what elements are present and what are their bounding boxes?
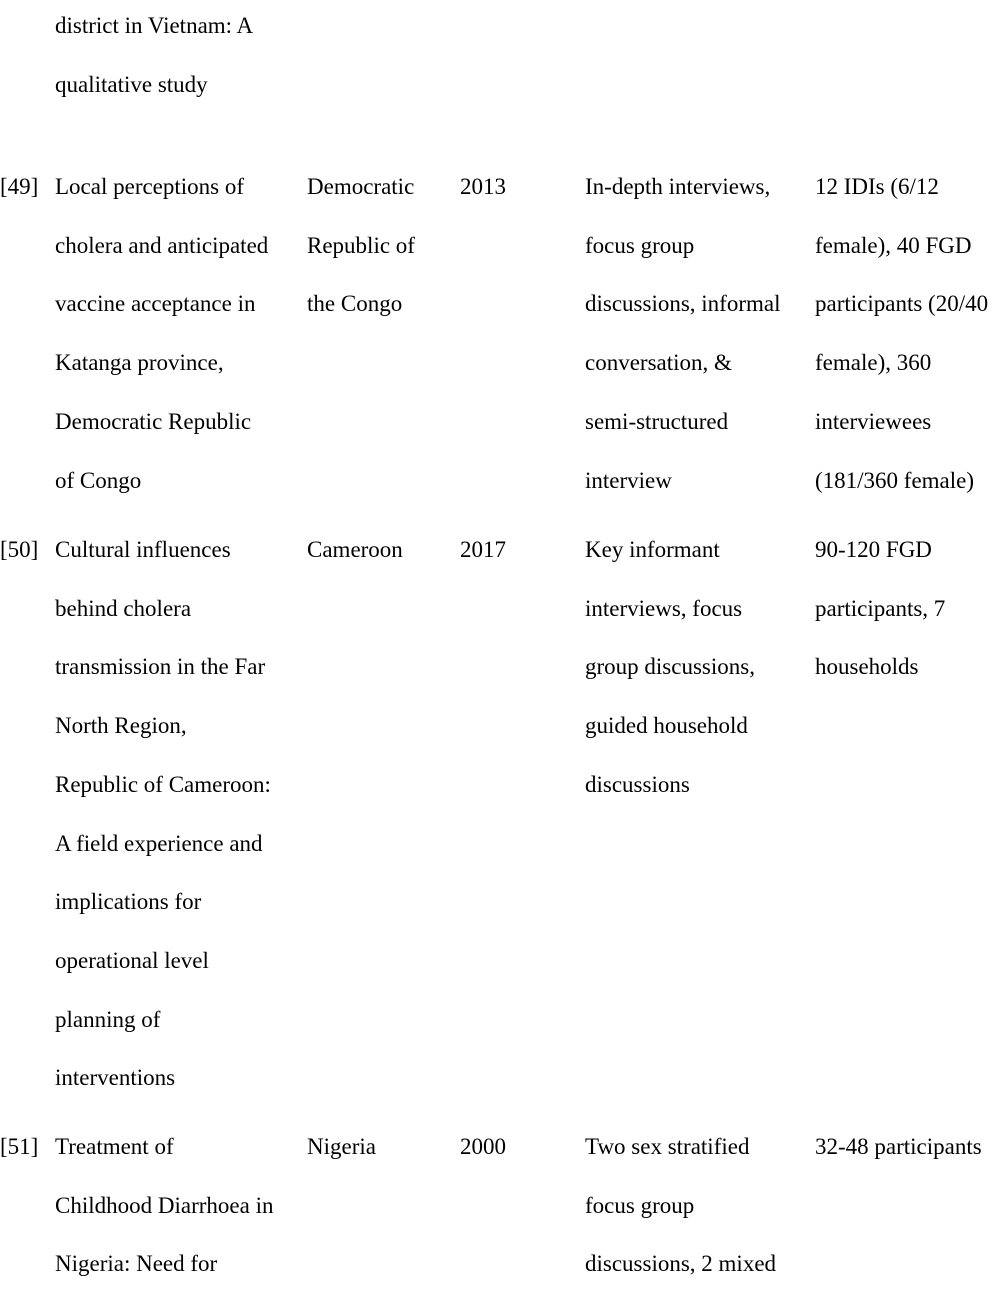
study-year: 2017 — [460, 537, 506, 562]
study-country: Democratic Republic of the Congo — [307, 174, 415, 317]
study-year: 2000 — [460, 1134, 506, 1159]
study-country: Cameroon — [307, 537, 403, 562]
reference-number: [49] — [0, 174, 39, 199]
reference-number: [50] — [0, 537, 39, 562]
study-methods: Key informant interviews, focus group discussions, guided household discussions — [585, 537, 755, 797]
study-title: Local perceptions of cholera and anticipated vaccine acceptance in Katanga province, Democratic Republic of Congo — [55, 174, 269, 493]
study-title: Cultural influences behind cholera transmission in the Far North Region, Republic of Cameroon: A field experience and implications for operational level planning of interventions — [55, 537, 271, 1091]
study-year: 2013 — [460, 174, 506, 199]
reference-number: [51] — [0, 1134, 39, 1159]
study-participants: 12 IDIs (6/12 female), 40 FGD participants (20/40 female), 360 interviewees (181/360 female) — [815, 174, 989, 493]
study-methods: In-depth interviews, focus group discussions, informal conversation, & semi-structured interview — [585, 174, 781, 493]
study-title: district in Vietnam: A qualitative study — [55, 13, 254, 97]
study-methods: Two sex stratified focus group discussions, 2 mixed — [585, 1134, 777, 1277]
study-country: Nigeria — [307, 1134, 376, 1159]
study-participants: 32-48 participants — [815, 1134, 982, 1159]
study-title: Treatment of Childhood Diarrhoea in Nigeria: Need for — [55, 1134, 274, 1277]
study-participants: 90-120 FGD participants, 7 households — [815, 537, 946, 680]
